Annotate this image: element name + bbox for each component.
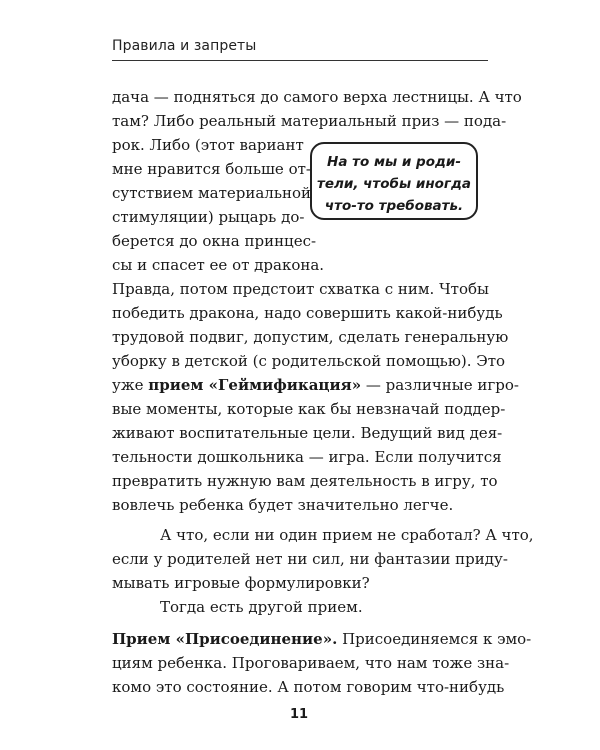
body-line: циям ребенка. Проговариваем, что нам тоже зна- xyxy=(112,654,510,672)
body-line: трудовой подвиг, допустим, сделать генеральную xyxy=(112,328,509,346)
body-line: вовлечь ребенка будет значительно легче. xyxy=(112,496,454,514)
body-line: там? Либо реальный материальный приз — пода- xyxy=(112,112,507,130)
body-line: если у родителей нет ни сил, ни фантазии приду- xyxy=(112,550,508,568)
body-text: — различные игро- xyxy=(361,376,519,394)
body-line xyxy=(112,628,531,650)
body-line: сутствием материальной xyxy=(112,184,312,202)
body-line xyxy=(112,374,519,396)
running-header: Правила и запреты xyxy=(112,38,257,54)
body-line: превратить нужную вам деятельность в игру, то xyxy=(112,472,498,490)
body-line: рок. Либо (этот вариант xyxy=(112,136,304,154)
body-line: вые моменты, которые как бы невзначай поддер- xyxy=(112,400,506,418)
technique-term-joining: Прием «Присоединение». xyxy=(112,630,338,648)
body-line: победить дракона, надо совершить какой-нибудь xyxy=(112,304,503,322)
pull-quote-line: что-то требовать. xyxy=(324,198,464,214)
body-line: мывать игровые формулировки? xyxy=(112,574,370,592)
body-line: берется до окна принцес- xyxy=(112,232,317,250)
body-text: Присоединяемся к эмо- xyxy=(337,630,532,648)
body-line: Тогда есть другой прием. xyxy=(160,598,363,616)
body-line: мне нравится больше от- xyxy=(112,160,311,178)
pull-quote-line: тели, чтобы иногда xyxy=(317,176,471,192)
body-text: уже xyxy=(112,376,149,394)
body-line: стимуляции) рыцарь до- xyxy=(112,208,305,226)
body-line: Правда, потом предстоит схватка с ним. Чтобы xyxy=(112,280,489,298)
body-line: А что, если ни один прием не сработал? А что, xyxy=(160,526,534,544)
body-line: дача — подняться до самого верха лестницы. А что xyxy=(112,88,522,106)
technique-term-gamification: прием «Геймификация» xyxy=(148,376,362,394)
body-line: уборку в детской (с родительской помощью). Это xyxy=(112,352,506,370)
pull-quote-line: На то мы и роди- xyxy=(327,154,461,170)
body-line: тельности дошкольника — игра. Если получится xyxy=(112,448,502,466)
header-rule xyxy=(112,60,488,61)
pull-quote-box xyxy=(310,142,478,220)
page-number: 11 xyxy=(290,707,309,722)
body-line: сы и спасет ее от дракона. xyxy=(112,256,325,274)
body-line: живают воспитательные цели. Ведущий вид дея- xyxy=(112,424,503,442)
body-line: комо это состояние. А потом говорим что-нибудь xyxy=(112,678,505,696)
